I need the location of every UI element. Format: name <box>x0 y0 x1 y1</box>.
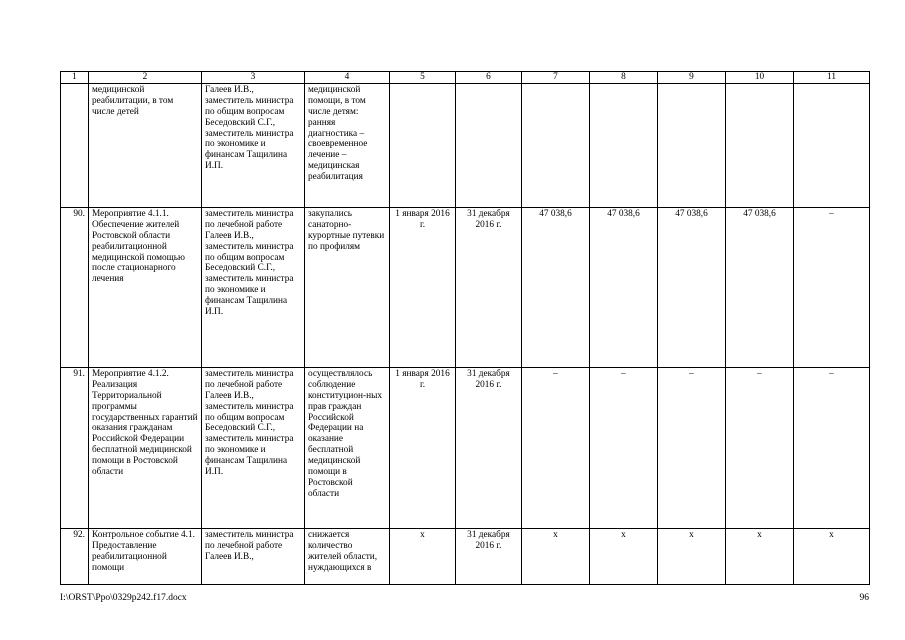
value-cell: х <box>794 528 870 584</box>
value-cell <box>522 83 590 207</box>
value-cell: х <box>726 528 794 584</box>
value-cell: – <box>658 367 726 528</box>
row-number: 92. <box>61 528 89 584</box>
header-cell: 3 <box>202 72 305 84</box>
header-cell: 8 <box>590 72 658 84</box>
header-cell: 2 <box>89 72 202 84</box>
activity-cell: Мероприятие 4.1.1. Обеспечение жителей Ростовской области реабилитационной медицинской помощью после стационарного лечения <box>89 207 202 367</box>
value-cell: – <box>522 367 590 528</box>
activity-cell: Контрольное событие 4.1. Предоставление реабилитационной помощи <box>89 528 202 584</box>
value-cell <box>658 83 726 207</box>
value-cell <box>590 83 658 207</box>
header-cell: 7 <box>522 72 590 84</box>
header-cell: 5 <box>390 72 456 84</box>
start-date-cell: 1 января 2016 г. <box>390 367 456 528</box>
activity-cell: Мероприятие 4.1.2. Реализация Территориальной программы государственных гарантий оказания гражданам Российской Федерации бесплатной медицинской помощи в Ростовской области <box>89 367 202 528</box>
value-cell <box>726 83 794 207</box>
start-date-cell: 1 января 2016 г. <box>390 207 456 367</box>
value-cell: 47 038,6 <box>726 207 794 367</box>
table-row <box>61 528 870 584</box>
value-cell <box>794 83 870 207</box>
page-number: 96 <box>859 593 869 603</box>
value-cell: х <box>658 528 726 584</box>
value-cell: 47 038,6 <box>658 207 726 367</box>
value-cell: – <box>590 367 658 528</box>
row-number <box>61 83 89 207</box>
file-path: I:\ORST\Ppo\0329p242.f17.docx <box>60 593 187 603</box>
data-table <box>60 71 870 585</box>
header-cell: 10 <box>726 72 794 84</box>
start-date-cell: х <box>390 528 456 584</box>
value-cell: – <box>794 367 870 528</box>
result-cell: осуществлялось соблюдение конституцион-ных прав граждан Российской Федерации на оказание бесплатной медицинской помощи в Ростовской области <box>305 367 390 528</box>
header-cell: 6 <box>456 72 522 84</box>
header-cell: 11 <box>794 72 870 84</box>
header-cell: 4 <box>305 72 390 84</box>
responsible-cell: заместитель министра по лечебной работе Галеев И.В., заместитель министра по общим вопросам Беседовский С.Г., заместитель министра по экономике и финансам Тащилина И.П. <box>202 207 305 367</box>
value-cell: – <box>794 207 870 367</box>
result-cell: медицинской помощи, в том числе детям: ранняя диагностика – своевременное лечение – медицинская реабилитация <box>305 83 390 207</box>
header-cell: 1 <box>61 72 89 84</box>
start-date-cell <box>390 83 456 207</box>
header-cell: 9 <box>658 72 726 84</box>
value-cell: х <box>590 528 658 584</box>
table-row <box>61 83 870 207</box>
value-cell: 47 038,6 <box>522 207 590 367</box>
value-cell: х <box>522 528 590 584</box>
end-date-cell <box>456 83 522 207</box>
result-cell: снижается количество жителей области, нуждающихся в <box>305 528 390 584</box>
end-date-cell: 31 декабря 2016 г. <box>456 207 522 367</box>
responsible-cell: заместитель министра по лечебной работе Галеев И.В., <box>202 528 305 584</box>
responsible-cell: Галеев И.В., заместитель министра по общим вопросам Беседовский С.Г., заместитель министра по экономике и финансам Тащилина И.П. <box>202 83 305 207</box>
responsible-cell: заместитель министра по лечебной работе Галеев И.В., заместитель министра по общим вопросам Беседовский С.Г., заместитель министра по экономике и финансам Тащилина И.П. <box>202 367 305 528</box>
row-number: 91. <box>61 367 89 528</box>
table-row <box>61 207 870 367</box>
table-row <box>61 367 870 528</box>
activity-cell: медицинской реабилитации, в том числе детей <box>89 83 202 207</box>
header-row <box>61 72 870 84</box>
row-number: 90. <box>61 207 89 367</box>
value-cell: – <box>726 367 794 528</box>
end-date-cell: 31 декабря 2016 г. <box>456 367 522 528</box>
end-date-cell: 31 декабря 2016 г. <box>456 528 522 584</box>
result-cell: закупались санаторно-курортные путевки по профилям <box>305 207 390 367</box>
value-cell: 47 038,6 <box>590 207 658 367</box>
